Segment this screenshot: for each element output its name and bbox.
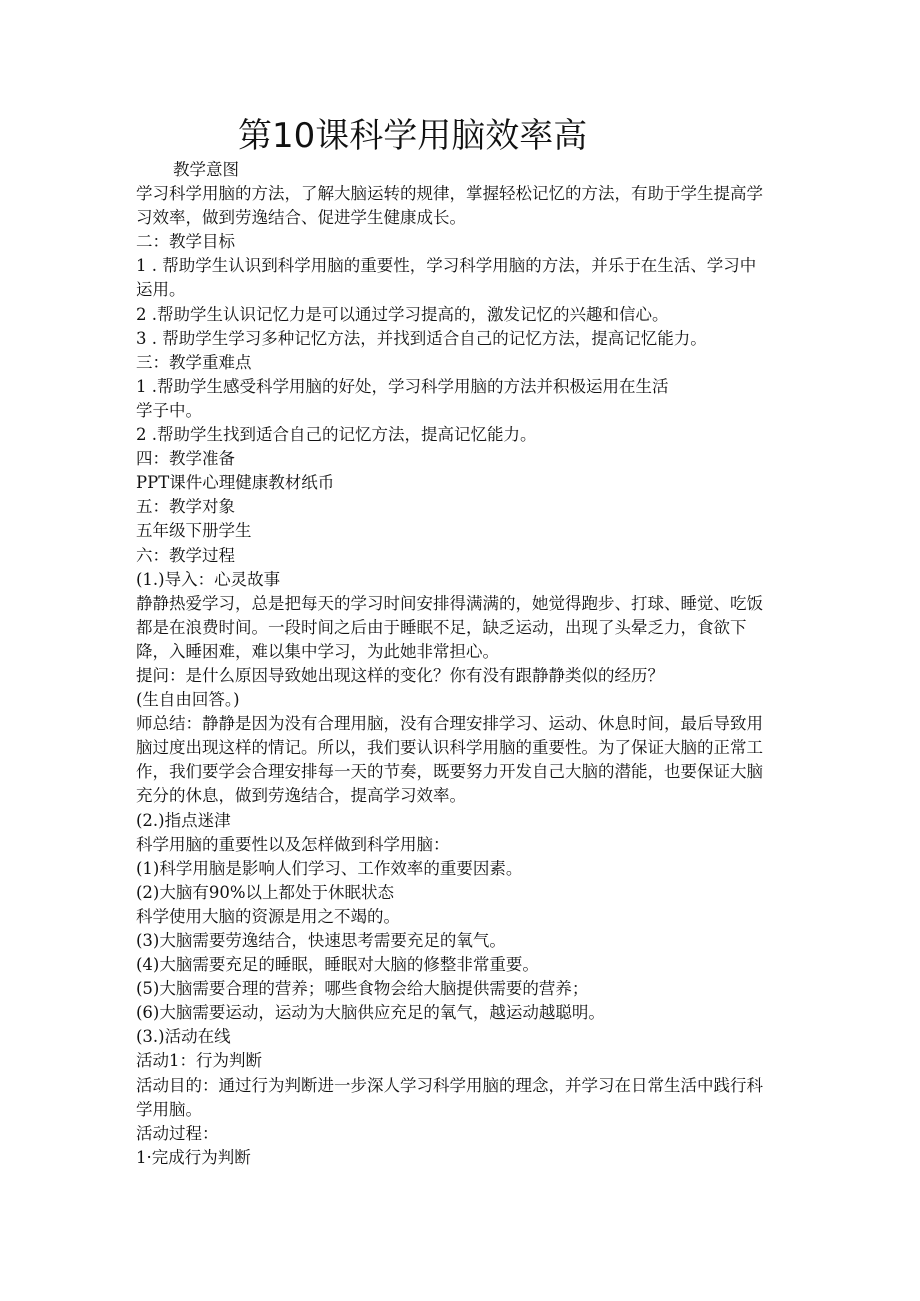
list-item: (5)大脑需要合理的营养；哪些食物会给大脑提供需要的营养； bbox=[136, 979, 589, 999]
subsection-heading: (1.)导入：心灵故事 bbox=[136, 569, 281, 589]
paragraph-line: 提问：是什么原因导致她出现这样的变化？你有没有跟静静类似的经历？ bbox=[136, 665, 664, 685]
paragraph-line: 运用。 bbox=[136, 280, 186, 300]
list-item: 1·完成行为判断 bbox=[136, 1147, 251, 1167]
subsection-heading: (2.)指点迷津 bbox=[136, 810, 231, 830]
paragraph-line: 都是在浪费时间。一段时间之后由于睡眠不足，缺乏运动，出现了头晕乏力，食欲下 bbox=[136, 617, 747, 637]
list-item: (2)大脑有90%以上都处于休眠状态 bbox=[136, 882, 395, 902]
paragraph-line: 五年级下册学生 bbox=[136, 521, 252, 541]
paragraph-line: 充分的休息，做到劳逸结合，提高学习效率。 bbox=[136, 786, 466, 806]
paragraph-line: 学用脑。 bbox=[136, 1099, 202, 1119]
paragraph-line: (生自由回答。) bbox=[136, 690, 240, 710]
list-item: (6)大脑需要运动，运动为大脑供应充足的氧气，越运动越聪明。 bbox=[136, 1003, 605, 1023]
list-item: (4)大脑需要充足的睡眠，睡眠对大脑的修整非常重要。 bbox=[136, 955, 539, 975]
list-item: (3)大脑需要劳逸结合，快速思考需要充足的氧气。 bbox=[136, 931, 506, 950]
paragraph-line: 科学用脑的重要性以及怎样做到科学用脑： bbox=[136, 834, 450, 854]
subsection-heading: (3.)活动在线 bbox=[136, 1027, 231, 1047]
section-heading-goals: 二：教学目标 bbox=[136, 232, 235, 252]
section-heading-intent: 教学意图 bbox=[173, 160, 239, 179]
paragraph-line: 活动目的：通过行为判断进一步深人学习科学用脑的理念，并学习在日常生活中践行科 bbox=[136, 1075, 763, 1095]
paragraph-line: 活动过程： bbox=[136, 1123, 219, 1143]
paragraph-line: PPT课件心理健康教材纸币 bbox=[136, 473, 335, 493]
paragraph-line: 习效率，做到劳逸结合、促进学生健康成长。 bbox=[136, 208, 466, 228]
section-heading-key-points: 三：教学重难点 bbox=[136, 352, 252, 372]
paragraph-line: 学习科学用脑的方法，了解大脑运转的规律，掌握轻松记忆的方法，有助于学生提高学 bbox=[136, 184, 763, 204]
list-item: 3 . 帮助学生学习多种记忆方法，并找到适合自己的记忆方法，提高记忆能力。 bbox=[136, 328, 707, 348]
list-item: 2 .帮助学生找到适合自己的记忆方法，提高记忆能力。 bbox=[136, 425, 537, 445]
list-item: (1)科学用脑是影响人们学习、工作效率的重要因素。 bbox=[136, 858, 523, 878]
list-item: 2 .帮助学生认识记忆力是可以通过学习提高的，激发记忆的兴趣和信心。 bbox=[136, 304, 669, 324]
list-item: 1 .帮助学生感受科学用脑的好处，学习科学用脑的方法并积极运用在生活 bbox=[136, 376, 669, 396]
paragraph-line: 脑过度出现这样的情记。所以，我们要认识科学用脑的重要性。为了保证大脑的正常工 bbox=[136, 738, 763, 758]
paragraph-line: 科学使用大脑的资源是用之不竭的。 bbox=[136, 906, 400, 926]
page-title: 第10课科学用脑效率高 bbox=[238, 116, 588, 156]
section-heading-audience: 五：教学对象 bbox=[136, 497, 235, 517]
paragraph-line: 降，入睡困难，难以集中学习，为此她非常担心。 bbox=[136, 641, 499, 661]
paragraph-line: 师总结：静静是因为没有合理用脑，没有合理安排学习、运动、休息时间，最后导致用 bbox=[136, 714, 763, 734]
section-heading-process: 六：教学过程 bbox=[136, 545, 235, 565]
section-heading-preparation: 四：教学准备 bbox=[136, 449, 235, 469]
activity-title: 活动1：行为判断 bbox=[136, 1051, 262, 1071]
paragraph-line: 作，我们要学会合理安排每一天的节奏，既要努力开发自己大脑的潜能，也要保证大脑 bbox=[136, 762, 763, 782]
paragraph-line: 学子中。 bbox=[136, 400, 202, 420]
document-body bbox=[136, 158, 786, 1170]
list-item: 1 . 帮助学生认识到科学用脑的重要性，学习科学用脑的方法，并乐于在生活、学习中 bbox=[136, 256, 757, 276]
paragraph-line: 静静热爱学习，总是把每天的学习时间安排得满满的，她觉得跑步、打球、睡觉、吃饭 bbox=[136, 593, 763, 613]
